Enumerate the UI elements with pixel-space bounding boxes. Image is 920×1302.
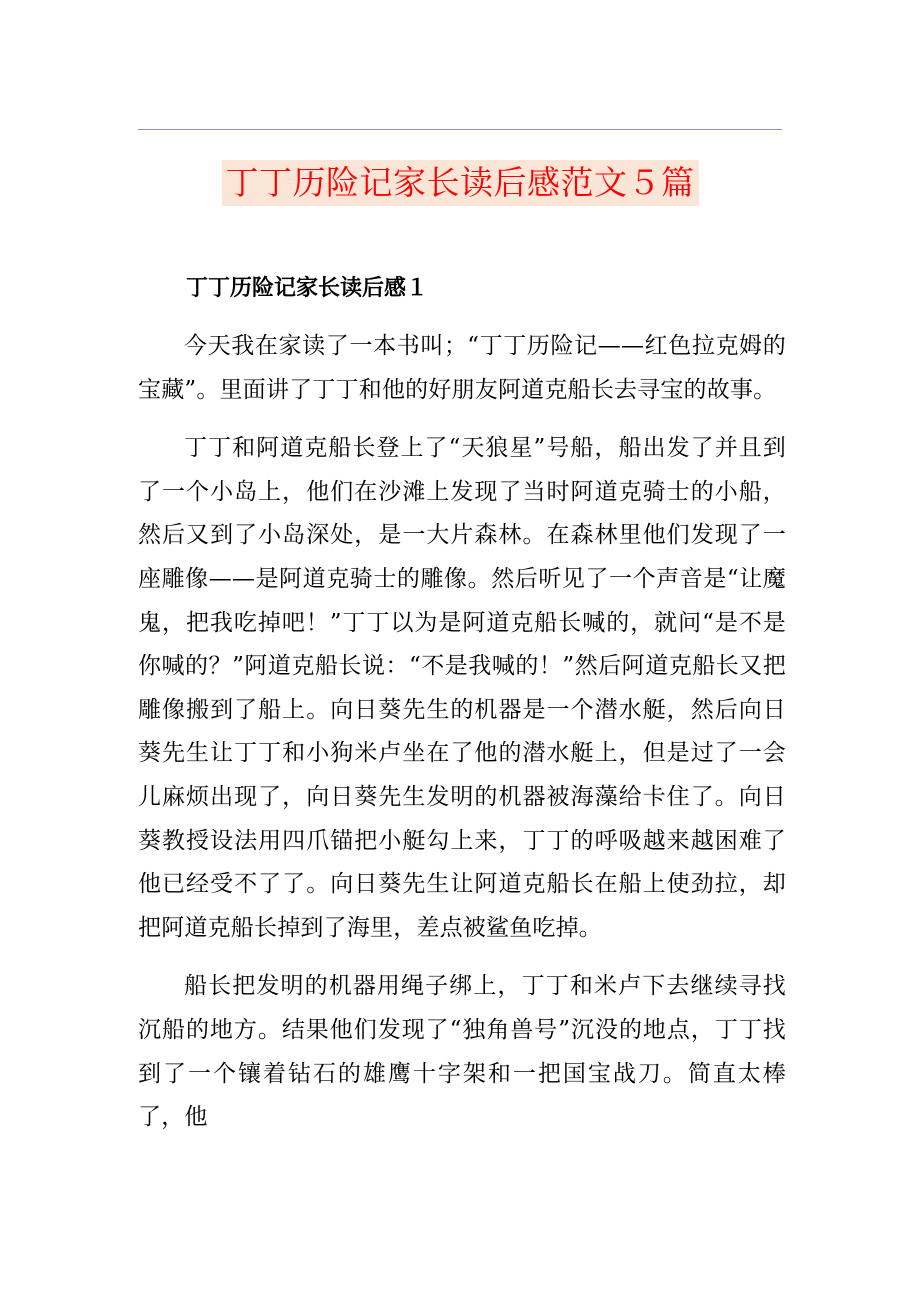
paragraph-2: 丁丁和阿道克船长登上了“天狼星”号船，船出发了并且到了一个小岛上，他们在沙滩上发现了当时阿道克骑士的小船，然后又到了小岛深处，是一大片森林。在森林里他们发现了一座雕像——是阿道克骑士的雕像。然后听见了一个声音是“让魔鬼，把我吃掉吧！”丁丁以为是阿道克船长喊的，就问“是不是你喊的？”阿道克船长说：“不是我喊的！”然后阿道克船长又把雕像搬到了船上。向日葵先生的机器是一个潜水艇，然后向日葵先生让丁丁和小狗米卢坐在了他的潜水艇上，但是过了一会儿麻烦出现了，向日葵先生发明的机器被海藻给卡住了。向日葵教授设法用四爪锚把小艇勾上来，丁丁的呼吸越来越困难了他已经受不了了。向日葵先生让阿道克船长在船上使劲拉，却把阿道克船长掉到了海里，差点被鲨鱼吃掉。 <box>138 435 786 941</box>
document-title: 丁丁历险记家长读后感范文５篇 <box>222 160 699 206</box>
section-heading: 丁丁历险记家长读后感１ <box>186 275 429 301</box>
document-body <box>138 266 786 1140</box>
paragraph-1: 今天我在家读了一本书叫；“丁丁历险记——红色拉克姆的宝藏”。里面讲了丁丁和他的好朋友阿道克船长去寻宝的故事。 <box>138 333 786 403</box>
title-container <box>0 160 920 206</box>
header-divider <box>138 129 782 130</box>
paragraph-3: 船长把发明的机器用绳子绑上，丁丁和米卢下去继续寻找沉船的地方。结果他们发现了“独角兽号”沉没的地点，丁丁找到了一个镶着钻石的雄鹰十字架和一把国宝战刀。简直太棒了，他 <box>138 973 786 1131</box>
